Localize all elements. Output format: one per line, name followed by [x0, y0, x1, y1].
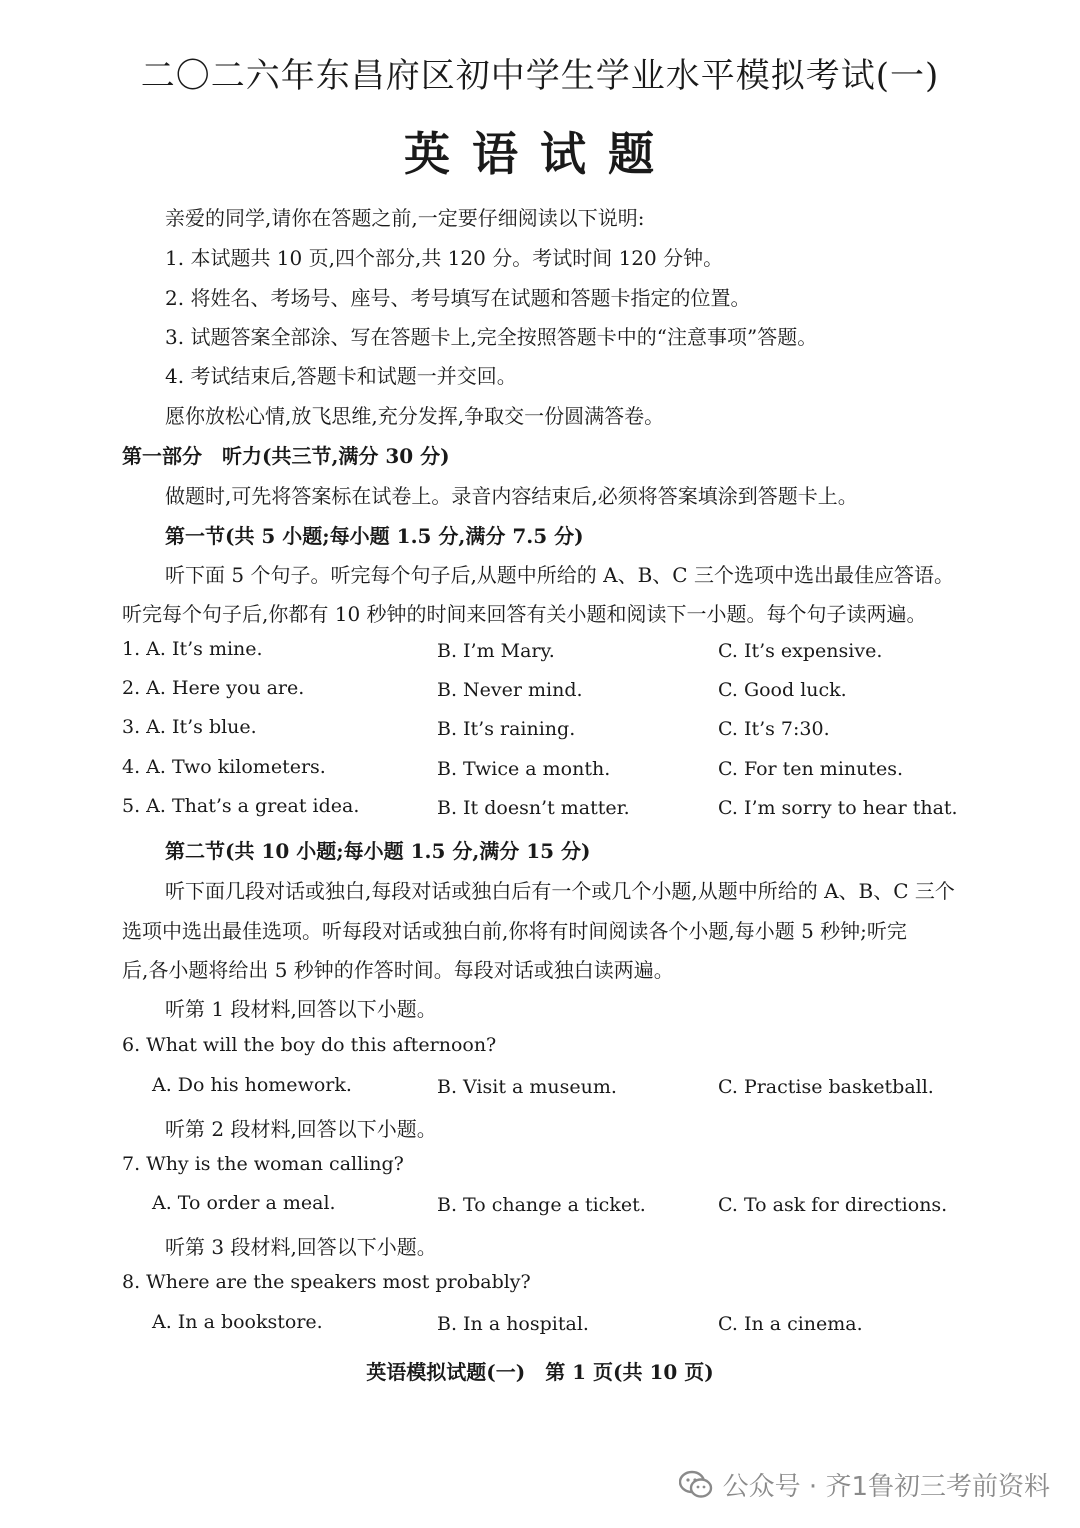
section1-desc: 听完每个句子后,你都有 10 秒钟的时间来回答有关小题和阅读下一小题。每个句子读两遍。: [122, 602, 927, 626]
material-label: 听第 3 段材料,回答以下小题。: [165, 1235, 437, 1259]
q1-option-c: C. It’s expensive.: [718, 640, 883, 662]
q3-option-c: C. It’s 7:30.: [718, 718, 830, 740]
instruction-item: 2. 将姓名、考场号、座号、考号填写在试题和答题卡指定的位置。: [165, 286, 751, 310]
q2-option-a: 2. A. Here you are.: [122, 677, 305, 699]
section2-desc: 听下面几段对话或独白,每段对话或独白后有一个或几个小题,从题中所给的 A、B、C 三个: [165, 879, 955, 903]
section1-heading: 第一节(共 5 小题;每小题 1.5 分,满分 7.5 分): [165, 524, 584, 548]
q1-option-b: B. I’m Mary.: [437, 640, 555, 662]
q3-option-b: B. It’s raining.: [437, 718, 576, 740]
watermark: [679, 1466, 1050, 1503]
instructions-closing: 愿你放松心情,放飞思维,充分发挥,争取交一份圆满答卷。: [165, 404, 665, 428]
question-stem: 8. Where are the speakers most probably?: [122, 1271, 531, 1293]
q7-option-b: B. To change a ticket.: [437, 1194, 646, 1216]
question-stem: 6. What will the boy do this afternoon?: [122, 1034, 497, 1056]
section1-desc: 听下面 5 个句子。听完每个句子后,从题中所给的 A、B、C 三个选项中选出最佳应答语。: [165, 563, 954, 587]
instruction-item: 4. 考试结束后,答题卡和试题一并交回。: [165, 364, 517, 388]
page-footer: 英语模拟试题(一) 第 1 页(共 10 页): [366, 1360, 714, 1384]
q7-option-c: C. To ask for directions.: [718, 1194, 948, 1216]
exam-title: 二〇二六年东昌府区初中学生学业水平模拟考试(一): [140, 56, 940, 96]
section2-desc: 选项中选出最佳选项。听每段对话或独白前,你将有时间阅读各个小题,每小题 5 秒钟;听完: [122, 919, 907, 943]
q4-option-b: B. Twice a month.: [437, 758, 611, 780]
q8-option-b: B. In a hospital.: [437, 1313, 589, 1335]
q1-option-a: 1. A. It’s mine.: [122, 638, 263, 660]
part1-heading: 第一部分 听力(共三节,满分 30 分): [122, 444, 450, 468]
q2-option-c: C. Good luck.: [718, 679, 847, 701]
watermark-text: 公众号 · 齐1鲁初三考前资料: [722, 1472, 1050, 1502]
q4-option-c: C. For ten minutes.: [718, 758, 904, 780]
subject-title: 英语试题: [404, 127, 676, 181]
section2-heading: 第二节(共 10 小题;每小题 1.5 分,满分 15 分): [165, 839, 591, 863]
part1-note: 做题时,可先将答案标在试卷上。录音内容结束后,必须将答案填涂到答题卡上。: [165, 484, 858, 508]
q6-option-b: B. Visit a museum.: [437, 1076, 617, 1098]
instructions-intro: 亲爱的同学,请你在答题之前,一定要仔细阅读以下说明:: [165, 206, 645, 230]
wechat-icon: [679, 1470, 713, 1500]
q8-option-c: C. In a cinema.: [718, 1313, 863, 1335]
q7-option-a: A. To order a meal.: [152, 1192, 336, 1214]
q3-option-a: 3. A. It’s blue.: [122, 716, 257, 738]
q5-option-c: C. I’m sorry to hear that.: [718, 797, 958, 819]
section2-desc: 后,各小题将给出 5 秒钟的作答时间。每段对话或独白读两遍。: [122, 958, 674, 982]
material-label: 听第 1 段材料,回答以下小题。: [165, 997, 437, 1021]
q5-option-b: B. It doesn’t matter.: [437, 797, 630, 819]
material-label: 听第 2 段材料,回答以下小题。: [165, 1117, 437, 1141]
q6-option-c: C. Practise basketball.: [718, 1076, 934, 1098]
instruction-item: 3. 试题答案全部涂、写在答题卡上,完全按照答题卡中的“注意事项”答题。: [165, 325, 818, 349]
q6-option-a: A. Do his homework.: [152, 1074, 352, 1096]
q8-option-a: A. In a bookstore.: [152, 1311, 323, 1333]
question-stem: 7. Why is the woman calling?: [122, 1153, 404, 1175]
q2-option-b: B. Never mind.: [437, 679, 583, 701]
q4-option-a: 4. A. Two kilometers.: [122, 756, 326, 778]
q5-option-a: 5. A. That’s a great idea.: [122, 795, 360, 817]
instruction-item: 1. 本试题共 10 页,四个部分,共 120 分。考试时间 120 分钟。: [165, 246, 724, 270]
